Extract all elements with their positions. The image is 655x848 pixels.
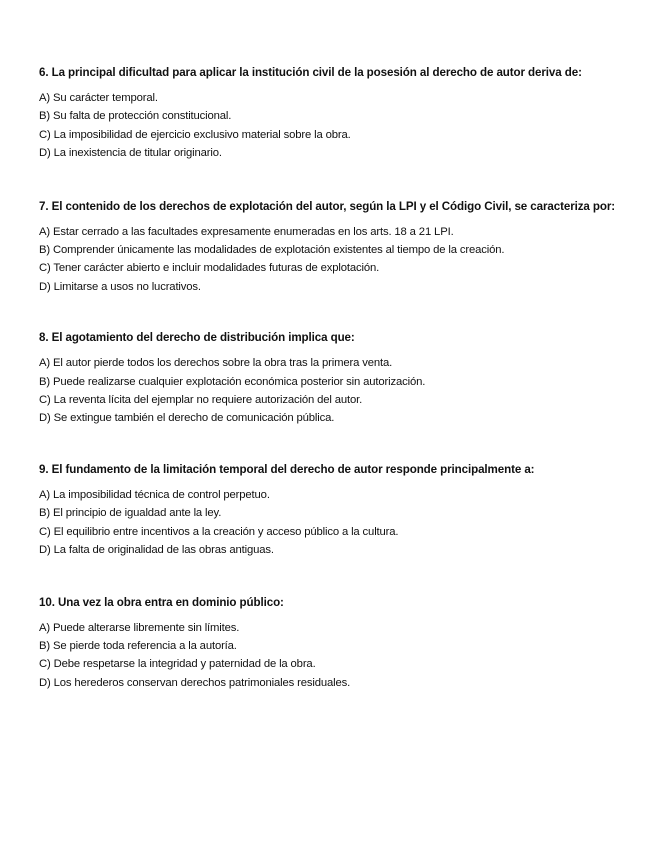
option-a: A) El autor pierde todos los derechos sobre la obra tras la primera venta. [39,357,393,370]
question-title: 10. Una vez la obra entra en dominio público: [39,595,284,609]
option-d: D) Se extingue también el derecho de comunicación pública. [39,412,335,425]
question-title: 7. El contenido de los derechos de explotación del autor, según la LPI y el Código Civil, se caracteriza por: [39,199,616,213]
question-10 [39,594,619,693]
option-b: B) Comprender únicamente las modalidades de explotación existentes al tiempo de la creación. [39,244,505,257]
question-title: 8. El agotamiento del derecho de distribución implica que: [39,331,355,345]
option-c: C) La reventa lícita del ejemplar no requiere autorización del autor. [39,394,363,407]
question-title: 6. La principal dificultad para aplicar la institución civil de la posesión al derecho de autor deriva de: [39,66,582,79]
option-b: B) El principio de igualdad ante la ley. [39,507,222,520]
question-7 [39,198,619,297]
option-list [39,619,619,693]
option-c: C) La imposibilidad de ejercicio exclusivo material sobre la obra. [39,128,351,141]
option-d: D) La falta de originalidad de las obras antiguas. [39,544,274,557]
option-list [39,223,619,297]
question-8 [39,329,619,428]
option-a: A) Puede alterarse libremente sin límites. [39,621,240,634]
option-b: B) Se pierde toda referencia a la autoría. [39,639,237,652]
option-d: D) Los herederos conservan derechos patrimoniales residuales. [39,676,351,689]
option-list [39,354,619,428]
option-list [39,89,619,163]
question-title: 9. El fundamento de la limitación temporal del derecho de autor responde principalmente a: [39,462,535,476]
document-page [39,64,619,692]
option-a: A) Estar cerrado a las facultades expresamente enumeradas en los arts. 18 a 21 LPI. [39,225,454,238]
option-c: C) Debe respetarse la integridad y paternidad de la obra. [39,658,316,671]
option-list [39,486,619,560]
option-b: B) Puede realizarse cualquier explotación económica posterior sin autorización. [39,375,426,388]
option-a: A) La imposibilidad técnica de control perpetuo. [39,488,270,501]
option-b: B) Su falta de protección constitucional. [39,110,232,123]
question-6 [39,64,619,163]
option-d: D) Limitarse a usos no lucrativos. [39,280,201,293]
option-d: D) La inexistencia de titular originario. [39,147,222,160]
option-a: A) Su carácter temporal. [39,92,158,104]
option-c: C) Tener carácter abierto e incluir modalidades futuras de explotación. [39,262,380,275]
option-c: C) El equilibrio entre incentivos a la creación y acceso público a la cultura. [39,525,399,538]
question-9 [39,461,619,560]
